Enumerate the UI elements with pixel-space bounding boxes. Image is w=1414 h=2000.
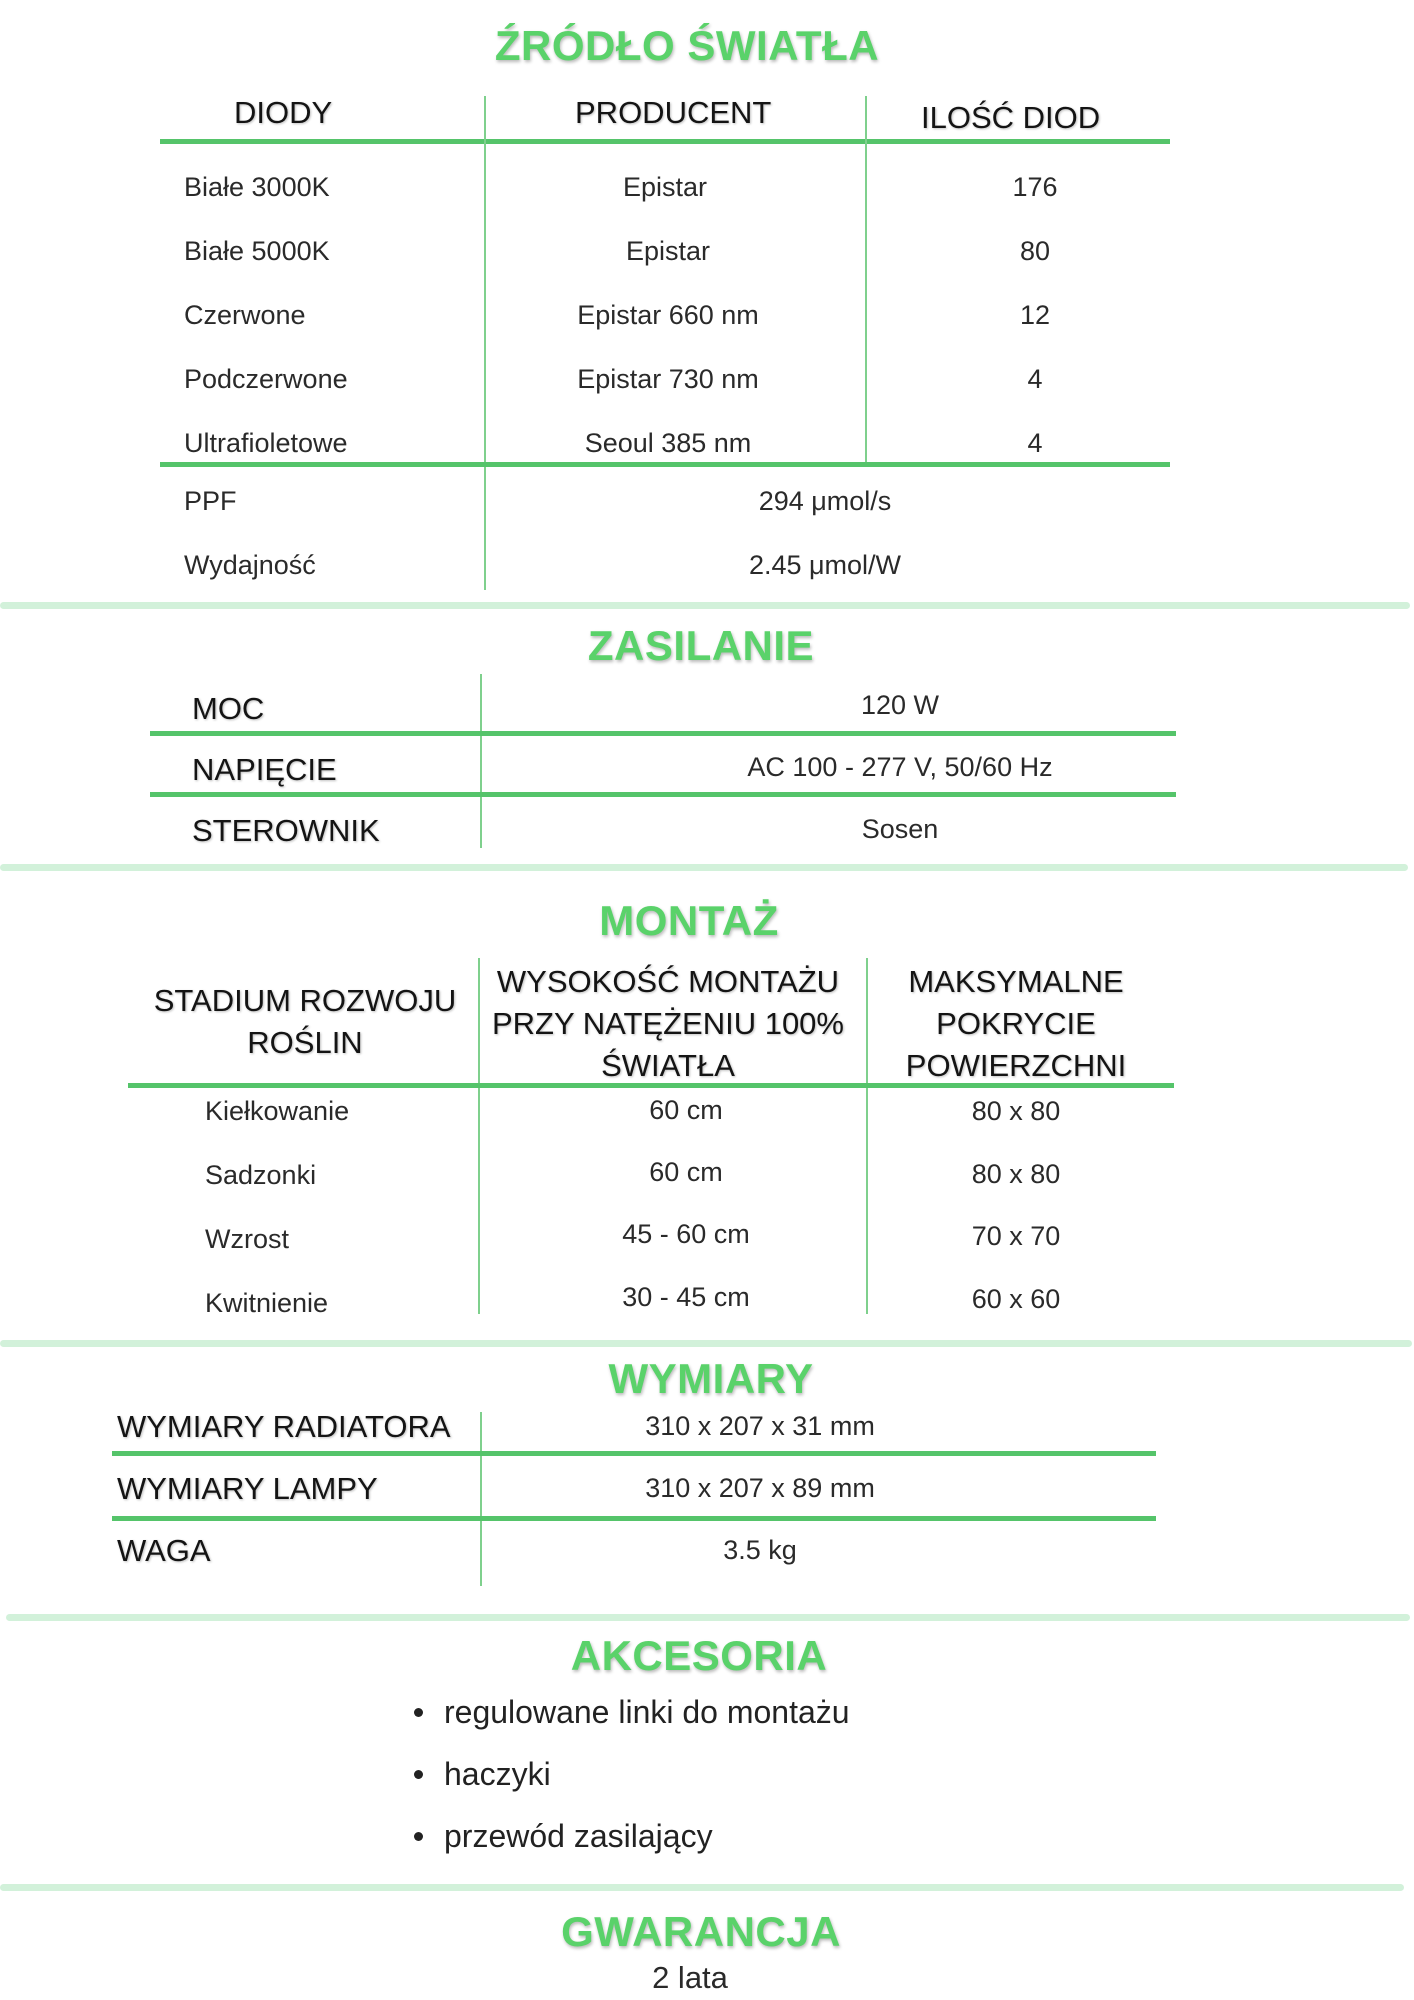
mounting-header-line [128,1083,1174,1088]
power-label-controller: STEROWNIK [192,813,380,848]
header-max-coverage-line3: POWIERZCHNI [905,1048,1127,1083]
table-row-coverage: 60 x 60 [971,1284,1061,1314]
header-mounting-height-line3: ŚWIATŁA [601,1048,735,1083]
table-row-count: 176 [1012,172,1058,202]
warranty-title: GWARANCJA [561,1908,841,1955]
dimensions-value-weight: 3.5 kg [723,1535,797,1565]
table-row-diode-type: Białe 5000K [184,236,330,266]
warranty-value: 2 lata [652,1960,728,1995]
header-mounting-height [478,961,858,1087]
table-row-stage: Wzrost [205,1224,289,1254]
header-diodes: DIODY [234,95,333,130]
power-row-line-2 [150,792,1176,797]
table-row-count: 4 [1027,428,1043,458]
table-row-count: 12 [1019,300,1051,330]
table-row-diode-type: Czerwone [184,300,306,330]
power-row-line-1 [150,731,1176,736]
ppf-label: PPF [184,486,237,516]
header-growth-stage [130,980,480,1064]
bullet-icon [414,1832,423,1841]
power-value-voltage: AC 100 - 277 V, 50/60 Hz [747,752,1053,782]
power-label-voltage: NAPIĘCIE [192,752,337,787]
dimensions-value-lamp: 310 x 207 x 89 mm [645,1473,875,1503]
light-rows-bottom-line [160,462,1170,467]
list-item-label: przewód zasilający [444,1818,713,1854]
dimensions-label-lamp: WYMIARY LAMPY [117,1471,378,1506]
list-item-label: haczyki [444,1756,551,1792]
header-diode-count: ILOŚĆ DIOD [921,100,1101,135]
header-producer: PRODUCENT [575,95,772,130]
section-separator [0,602,1410,609]
section-separator [6,1614,1410,1621]
header-max-coverage-line2: POKRYCIE [936,1006,1096,1041]
table-row-coverage: 70 x 70 [971,1221,1061,1251]
table-row-coverage: 80 x 80 [971,1096,1061,1126]
bullet-icon [414,1770,423,1779]
table-row-height: 60 cm [649,1157,723,1187]
ppf-value: 294 μmol/s [758,486,892,516]
table-row-producer: Epistar [622,172,708,202]
bullet-icon [414,1708,423,1717]
light-col-divider-2 [865,96,867,464]
dimensions-row-line-1 [112,1451,1156,1456]
accessories-list [410,1688,850,1874]
power-title: ZASILANIE [587,622,815,669]
list-item [410,1750,850,1812]
table-row-height: 45 - 60 cm [622,1219,750,1249]
table-row-diode-type: Ultrafioletowe [184,428,348,458]
table-row-stage: Kwitnienie [205,1288,329,1318]
table-row-diode-type: Podczerwone [184,364,348,394]
dimensions-title: WYMIARY [608,1355,814,1402]
section-separator [0,1884,1404,1891]
mounting-col-divider-1 [478,958,480,1314]
mounting-col-divider-2 [866,958,868,1314]
header-mounting-height-line1: WYSOKOŚĆ MONTAŻU [496,964,840,999]
mounting-title: MONTAŻ [599,897,779,944]
table-row-stage: Kiełkowanie [205,1096,350,1126]
power-label-moc: MOC [192,691,265,726]
section-separator [0,864,1408,871]
header-growth-stage-line2: ROŚLIN [247,1025,363,1060]
section-separator [0,1340,1412,1347]
efficiency-label: Wydajność [184,550,316,580]
table-row-stage: Sadzonki [205,1160,317,1190]
table-row-count: 80 [1019,236,1051,266]
power-col-divider [480,674,482,848]
dimensions-label-radiator: WYMIARY RADIATORA [117,1409,451,1444]
header-mounting-height-line2: PRZY NATĘŻENIU 100% [491,1006,844,1041]
table-row-coverage: 80 x 80 [971,1159,1061,1189]
table-row-count: 4 [1027,364,1043,394]
table-row-diode-type: Białe 3000K [184,172,330,202]
header-max-coverage [866,961,1166,1087]
light-col-divider-1 [484,96,486,590]
dimensions-col-divider [480,1412,482,1586]
dimensions-value-radiator: 310 x 207 x 31 mm [645,1411,875,1441]
list-item-label: regulowane linki do montażu [444,1694,850,1730]
table-row-producer: Epistar 660 nm [577,300,759,330]
list-item [410,1688,850,1750]
table-row-height: 30 - 45 cm [622,1282,750,1312]
light-header-line [160,139,1170,144]
dimensions-row-line-2 [112,1516,1156,1521]
dimensions-label-weight: WAGA [117,1533,211,1568]
accessories-title: AKCESORIA [570,1632,828,1679]
header-growth-stage-line1: STADIUM ROZWOJU [153,983,457,1018]
table-row-height: 60 cm [649,1095,723,1125]
table-row-producer: Epistar [625,236,711,266]
header-max-coverage-line1: MAKSYMALNE [908,964,1124,999]
table-row-producer: Seoul 385 nm [584,428,752,458]
power-value-moc: 120 W [860,690,940,720]
table-row-producer: Epistar 730 nm [577,364,759,394]
list-item [410,1812,850,1874]
light-source-title: ŹRÓDŁO ŚWIATŁA [494,22,880,69]
power-value-controller: Sosen [861,814,939,844]
efficiency-value: 2.45 μmol/W [748,550,902,580]
